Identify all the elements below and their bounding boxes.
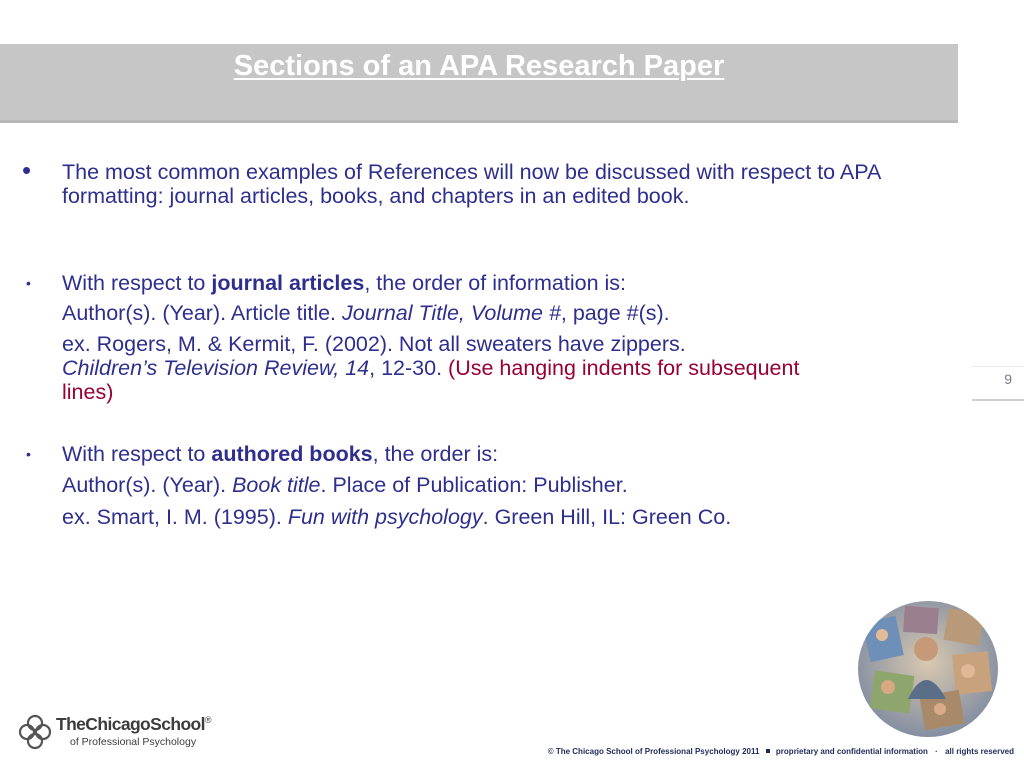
book-example-line [62, 505, 932, 529]
book-format-italic: Book title [232, 473, 321, 497]
journal-example-line-1: ex. Rogers, M. & Kermit, F. (2002). Not all sweaters have zippers. [62, 332, 686, 356]
bullet-dot: • [26, 446, 31, 462]
logo-name-text: TheChicagoSchool [56, 714, 205, 734]
photo-collage-image [858, 601, 998, 737]
bullet-dot: • [26, 275, 31, 291]
book-format-post: . Place of Publication: Publisher. [320, 473, 628, 497]
book-example-italic: Fun with psychology [287, 505, 483, 529]
footer-square-separator [766, 749, 770, 753]
journal-format-pre: Author(s). (Year). Article title. [62, 301, 342, 325]
journal-format-line [62, 301, 932, 325]
logo-registered-mark: ® [204, 715, 211, 726]
page-number: 9 [1004, 371, 1012, 387]
book-example-pre: ex. Smart, I. M. (1995). [62, 505, 288, 529]
book-format-line [62, 473, 932, 497]
book-format-pre: Author(s). (Year). [62, 473, 233, 497]
chicago-school-logo [18, 712, 218, 752]
footer-confidential: proprietary and confidential information [775, 747, 928, 756]
journal-example-continuation [62, 356, 822, 404]
logo-knot-icon [18, 714, 52, 750]
photo-collage [858, 601, 998, 737]
footer-dot-separator: · [935, 747, 938, 756]
bullet-2-suffix: , the order of information is: [364, 271, 627, 295]
bullet-2-prefix: With respect to [62, 271, 212, 295]
journal-format-italic: Journal Title, Volume # [342, 301, 561, 325]
journal-example-pages: , 12-30. [369, 356, 449, 380]
bullet-dot: • [22, 155, 32, 185]
journal-format-post: , page #(s). [560, 301, 670, 325]
bullet-1-text: The most common examples of References will now be discussed with respect to APA formatting: journal articles, books, and chapters in an edited book. [62, 160, 881, 208]
logo-name [56, 714, 211, 735]
bullet-3-suffix: , the order is: [372, 442, 499, 466]
bullet-2-bold: journal articles [211, 271, 365, 295]
footer-copyright: © The Chicago School of Professional Psychology 2011 [547, 747, 760, 756]
footer-rights: all rights reserved [945, 747, 1014, 756]
slide-title: Sections of an APA Research Paper [233, 50, 725, 82]
hanging-indent-note: (Use hanging indents for subsequent lines) [62, 356, 800, 404]
bullet-3-bold: authored books [211, 442, 373, 466]
journal-example-italic: Children’s Television Review, 14 [62, 356, 370, 380]
bullet-3-prefix: With respect to [62, 442, 212, 466]
footer-notice [548, 747, 1014, 756]
bullet-2-heading [62, 271, 932, 295]
page-number-tab [972, 366, 1024, 401]
logo-subtitle: of Professional Psychology [70, 736, 197, 748]
book-example-post: . Green Hill, IL: Green Co. [482, 505, 732, 529]
bullet-3-heading [62, 442, 932, 466]
